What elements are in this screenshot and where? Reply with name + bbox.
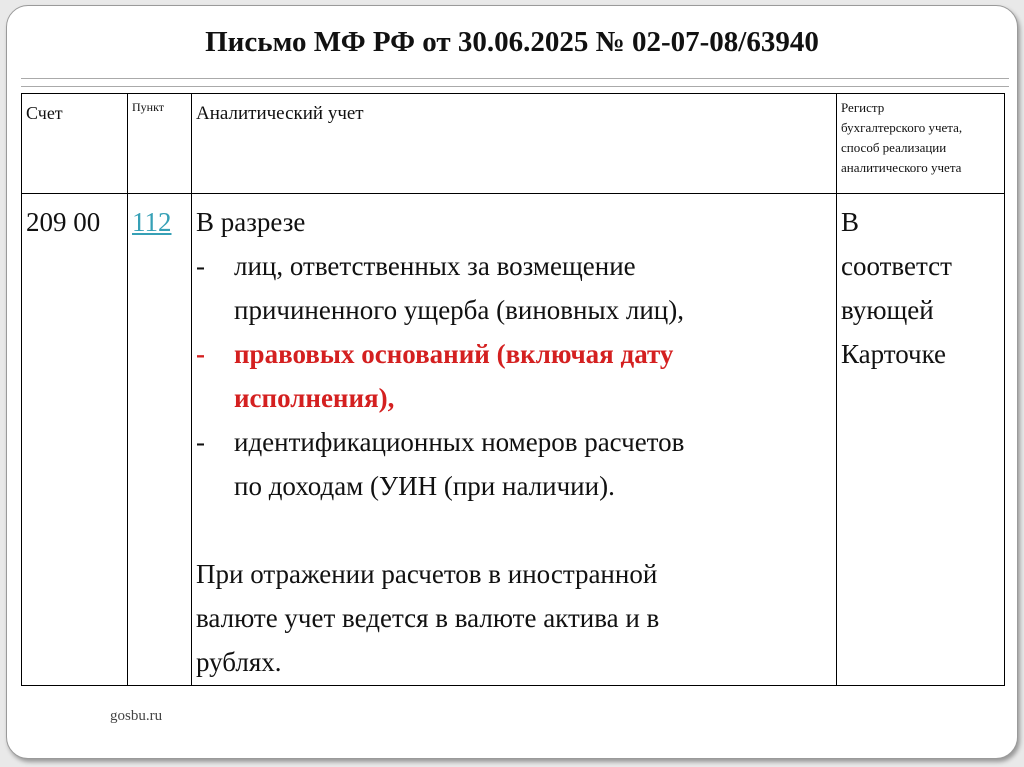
cell-register: [837, 194, 1005, 686]
header-register-line: Регистр: [841, 100, 885, 115]
list-item-line: по доходам (УИН (при наличии).: [234, 471, 615, 501]
list-item: [196, 420, 832, 508]
accounting-table: [21, 93, 1005, 686]
divider-bottom: [21, 86, 1009, 87]
header-analytics: Аналитический учет: [192, 94, 837, 194]
cell-account: 209 00: [22, 194, 128, 686]
bullet-dash: -: [196, 251, 205, 281]
header-register: [837, 94, 1005, 194]
item-link[interactable]: 112: [132, 207, 172, 237]
register-line: соответст: [841, 251, 952, 281]
spacer: [196, 508, 832, 552]
slide: [6, 5, 1018, 759]
list-item-line: причиненного ущерба (виновных лиц),: [234, 295, 684, 325]
header-register-line: бухгалтерского учета,: [841, 120, 963, 135]
header-register-line: аналитического учета: [841, 160, 962, 175]
note-line: рублях.: [196, 647, 282, 677]
cell-analytics: [192, 194, 837, 686]
footer-site: gosbu.ru: [110, 708, 163, 724]
divider-top: [21, 78, 1009, 79]
bullet-dash: -: [196, 427, 205, 457]
register-line: вующей: [841, 295, 934, 325]
list-item: [196, 244, 832, 332]
header-register-line: способ реализации: [841, 140, 947, 155]
table-row: [22, 194, 1005, 686]
register-line: Карточке: [841, 339, 947, 369]
list-item-line: лиц, ответственных за возмещение: [234, 251, 636, 281]
cell-item: [128, 194, 192, 686]
list-item-line: исполнения),: [234, 383, 395, 413]
header-account: Счет: [22, 94, 128, 194]
page-title: Письмо МФ РФ от 30.06.2025 № 02-07-08/63940: [205, 26, 819, 58]
list-item-line: идентификационных номеров расчетов: [234, 427, 685, 457]
bullet-dash: -: [196, 339, 205, 369]
note-line: При отражении расчетов в иностранной: [196, 559, 658, 589]
list-item-highlighted: [196, 332, 832, 420]
header-item: Пункт: [128, 94, 192, 194]
register-line: В: [841, 207, 860, 237]
list-item-line: правовых оснований (включая дату: [234, 339, 674, 369]
analytics-note: [196, 552, 832, 684]
note-line: валюте учет ведется в валюте актива и в: [196, 603, 660, 633]
table-header-row: [22, 94, 1005, 194]
analytics-intro: В разрезе: [196, 207, 306, 237]
